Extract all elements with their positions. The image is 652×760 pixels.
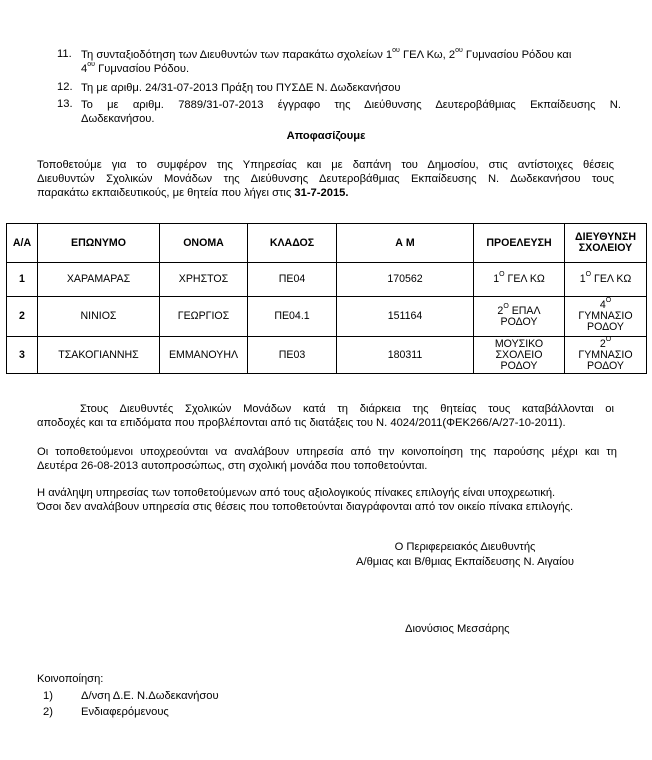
cell-name: ΕΜΜΑΝΟΥΗΛ [160, 337, 248, 374]
cell-origin: $1^O$ ΓΕΛ ΚΩ [474, 263, 565, 297]
distribution-number-1: 1) [43, 690, 53, 702]
cell-branch: ΠΕ03 [248, 337, 337, 374]
table-row [7, 337, 647, 374]
header-school: ΔΙΕΥΘΥΝΣΗ ΣΧΟΛΕΙΟΥ [565, 224, 647, 263]
consideration-11: Τη συνταξιοδότηση των Διευθυντών των παρακάτω σχολείων $1^{o\upsilon}$ ΓΕΛ Κω, $2^{o\upsilon}$ Γυμνασίου Ρόδου και $4^{o\upsilon}$ Γυμνασίου Ρόδου. [81, 47, 572, 75]
header-origin: ΠΡΟΕΛΕΥΣΗ [474, 224, 565, 263]
cell-branch: ΠΕ04 [248, 263, 337, 297]
intro-paragraph: Τοποθετούμε για το συμφέρον της Υπηρεσίας και με δαπάνη του Δημοσίου, στις αντίστοιχες θέσεις Διευθυντών Σχολικών Μονάδων της Διεύθυνσης Δευτεροβάθμιας Εκπαίδευσης Ν. Δωδεκανήσου τους παρακάτω εκπαιδευτικούς, με θητεία που λήγει στις 31-7-2015. [37, 159, 614, 199]
header-name: ΟΝΟΜΑ [160, 224, 248, 263]
assumption-paragraph: Οι τοποθετούμενοι υποχρεούνται να αναλάβουν υπηρεσία από την κοινοποίηση της παρούσης μέχρι και τη Δευτέρα 26-08-2013 αυτοπροσώπως, στη σχολική μονάδα που τοποθετούνται. [37, 446, 617, 472]
placements-table [6, 223, 647, 374]
cell-origin: $2^O$ ΕΠΑΛ ΡΟΔΟΥ [474, 297, 565, 337]
distribution-item: Ενδιαφερόμενους [81, 706, 169, 718]
term-end-date: 31-7-2015. [294, 187, 349, 199]
cell-name: ΧΡΗΣΤΟΣ [160, 263, 248, 297]
cell-school: $1^O$ ΓΕΛ ΚΩ [565, 263, 647, 297]
signature-block [340, 540, 590, 570]
table-row [7, 263, 647, 297]
signatory-name: Διονύσιος Μεσσάρης [405, 623, 510, 635]
header-am: Α Μ [337, 224, 474, 263]
cell-school: $2^O$ ΓΥΜΝΑΣΙΟ ΡΟΔΟΥ [565, 337, 647, 374]
cell-aa: 2 [7, 297, 38, 337]
cell-surname: ΧΑΡΑΜΑΡΑΣ [38, 263, 160, 297]
item-number-11: 11. [57, 48, 72, 60]
cell-surname: ΤΣΑΚΟΓΙΑΝΝΗΣ [38, 337, 160, 374]
cell-am: 151164 [337, 297, 474, 337]
header-branch: ΚΛΑΔΟΣ [248, 224, 337, 263]
consideration-12: Τη με αριθμ. 24/31-07-2013 Πράξη του ΠΥΣΔΕ Ν. Δωδεκανήσου [81, 82, 401, 94]
distribution-heading: Κοινοποίηση: [37, 673, 104, 685]
cell-am: 170562 [337, 263, 474, 297]
cell-aa: 3 [7, 337, 38, 374]
distribution-number-2: 2) [43, 706, 53, 718]
table-header-row [7, 224, 647, 263]
header-aa: Α/Α [7, 224, 38, 263]
distribution-item: Δ/νση Δ.Ε. Ν.Δωδεκανήσου [81, 690, 219, 702]
cell-school: $4^O$ ΓΥΜΝΑΣΙΟ ΡΟΔΟΥ [565, 297, 647, 337]
obligation-paragraph: Η ανάληψη υπηρεσίας των τοποθετούμενων από τους αξιολογικούς πίνακες επιλογής είναι υποχρεωτική. Όσοι δεν αναλάβουν υπηρεσία στις θέσεις που τοποθετούνται διαγράφονται από τον οικείο πίνακα επιλογής. [37, 487, 574, 513]
cell-aa: 1 [7, 263, 38, 297]
cell-origin: ΜΟΥΣΙΚΟ ΣΧΟΛΕΙΟ ΡΟΔΟΥ [474, 337, 565, 374]
item-number-12: 12. [57, 81, 73, 93]
consideration-13: Το με αριθμ. 7889/31-07-2013 έγγραφο της Διεύθυνσης Δευτεροβάθμιας Εκπαίδευσης Ν. Δωδεκανήσου. [81, 99, 621, 125]
signatory-title: Ο Περιφερειακός Διευθυντής [394, 541, 536, 553]
decision-heading: Αποφασίζουμε [286, 130, 366, 142]
cell-branch: ΠΕ04.1 [248, 297, 337, 337]
header-surname: ΕΠΩΝΥΜΟ [38, 224, 160, 263]
cell-surname: ΝΙΝΙΟΣ [38, 297, 160, 337]
cell-am: 180311 [337, 337, 474, 374]
item-number-13: 13. [57, 98, 73, 110]
table-row [7, 297, 647, 337]
allowances-paragraph: Στους Διευθυντές Σχολικών Μονάδων κατά τη διάρκεια της θητείας τους καταβάλλονται οι αποδοχές και τα επιδόματα που προβλέπονται από τις διατάξεις του Ν. 4024/2011(ΦΕΚ266/Α/27-10-2011). [37, 403, 614, 429]
cell-name: ΓΕΩΡΓΙΟΣ [160, 297, 248, 337]
signatory-office: Α/θμιας και Β/θμιας Εκπαίδευσης Ν. Αιγαίου [356, 556, 574, 568]
